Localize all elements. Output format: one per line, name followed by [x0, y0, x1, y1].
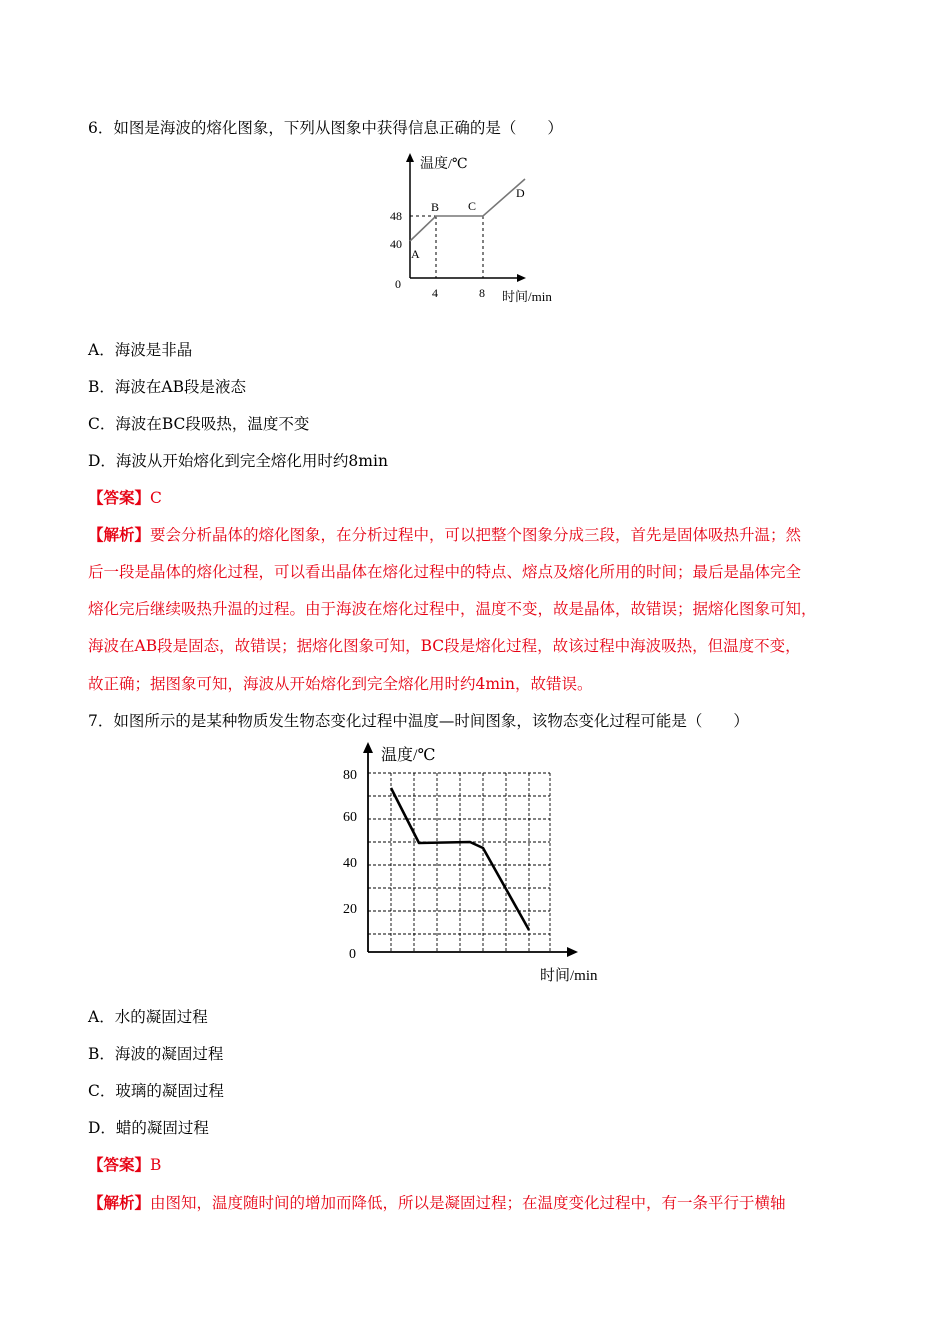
q6-y-axis-arrow — [406, 153, 414, 162]
q6-answer — [88, 488, 162, 508]
q7-ytick-40: 40 — [343, 856, 357, 871]
q6-option-a: A．海波是非晶 — [88, 341, 193, 359]
q6-stem: 6．如图是海波的熔化图象，下列从图象中获得信息正确的是（ ） — [88, 119, 563, 137]
q7-solidification-graph — [335, 740, 615, 985]
q7-analysis-text-1: 由图知，温度随时间的增加而降低，所以是凝固过程；在温度变化过程中，有一条平行于横轴 — [150, 1194, 786, 1212]
q6-analysis-line-3: 熔化完后继续吸热升温的过程。由于海波在熔化过程中，温度不变，故是晶体，故错误；据熔化图象可知， — [88, 600, 817, 618]
q6-ytick-0: 0 — [395, 277, 401, 291]
q7-answer — [88, 1155, 161, 1175]
q6-answer-tag: 【答案】 — [88, 488, 151, 507]
q6-analysis-text-1: 要会分析晶体的熔化图象，在分析过程中，可以把整个图象分成三段，首先是固体吸热升温；然 — [150, 526, 802, 544]
q6-answer-value: C — [150, 489, 162, 507]
q7-x-axis-arrow — [567, 947, 578, 957]
q6-point-c: C — [468, 199, 477, 213]
q7-answer-tag: 【答案】 — [88, 1155, 151, 1174]
q6-option-b: B．海波在AB段是液态 — [88, 378, 246, 396]
q6-ytick-48: 48 — [390, 209, 402, 223]
q6-melting-graph — [380, 148, 580, 308]
q7-ytick-20: 20 — [343, 902, 357, 917]
q7-analysis-tag: 【解析】 — [88, 1193, 151, 1212]
q6-xtick-8: 8 — [479, 286, 485, 300]
q7-option-d: D．蜡的凝固过程 — [88, 1119, 209, 1137]
q6-analysis-line-1 — [88, 525, 801, 545]
q6-option-c: C．海波在BC段吸热，温度不变 — [88, 415, 310, 433]
q7-ytick-80: 80 — [343, 768, 357, 783]
q6-x-label: 时间/min — [502, 289, 552, 304]
q7-ytick-0: 0 — [349, 947, 356, 962]
q7-option-a: A．水的凝固过程 — [88, 1008, 208, 1026]
q6-analysis-tag: 【解析】 — [88, 525, 151, 544]
q6-analysis-line-4: 海波在AB段是固态，故错误；据熔化图象可知，BC段是熔化过程，故该过程中海波吸热，但温度不变， — [88, 637, 801, 655]
q6-analysis-line-2: 后一段是晶体的熔化过程，可以看出晶体在熔化过程中的特点、熔点及熔化所用的时间；最后是晶体完全 — [88, 563, 802, 581]
q7-ytick-60: 60 — [343, 810, 357, 825]
q6-point-a: A — [411, 247, 420, 261]
q6-option-d: D．海波从开始熔化到完全熔化用时约8min — [88, 452, 388, 470]
q6-point-d: D — [516, 186, 525, 200]
q7-grid — [368, 773, 550, 952]
q6-point-b: B — [431, 200, 440, 214]
q6-xtick-4: 4 — [432, 286, 438, 300]
q6-ytick-40: 40 — [390, 237, 402, 251]
q7-x-label: 时间/min — [540, 968, 598, 984]
q7-option-c: C．玻璃的凝固过程 — [88, 1082, 224, 1100]
q7-option-b: B．海波的凝固过程 — [88, 1045, 224, 1063]
q7-answer-value: B — [150, 1156, 162, 1174]
q6-y-label: 温度/℃ — [420, 157, 468, 172]
q7-y-label: 温度/℃ — [381, 747, 436, 764]
q6-x-axis-arrow — [517, 274, 526, 282]
q7-y-axis-arrow — [363, 742, 373, 753]
q7-analysis-line-1 — [88, 1193, 786, 1213]
q7-stem: 7．如图所示的是某种物质发生物态变化过程中温度—时间图象，该物态变化过程可能是（ ） — [88, 712, 749, 730]
q6-analysis-line-5: 故正确；据图象可知，海波从开始熔化到完全熔化用时约4min，故错误。 — [88, 675, 593, 693]
